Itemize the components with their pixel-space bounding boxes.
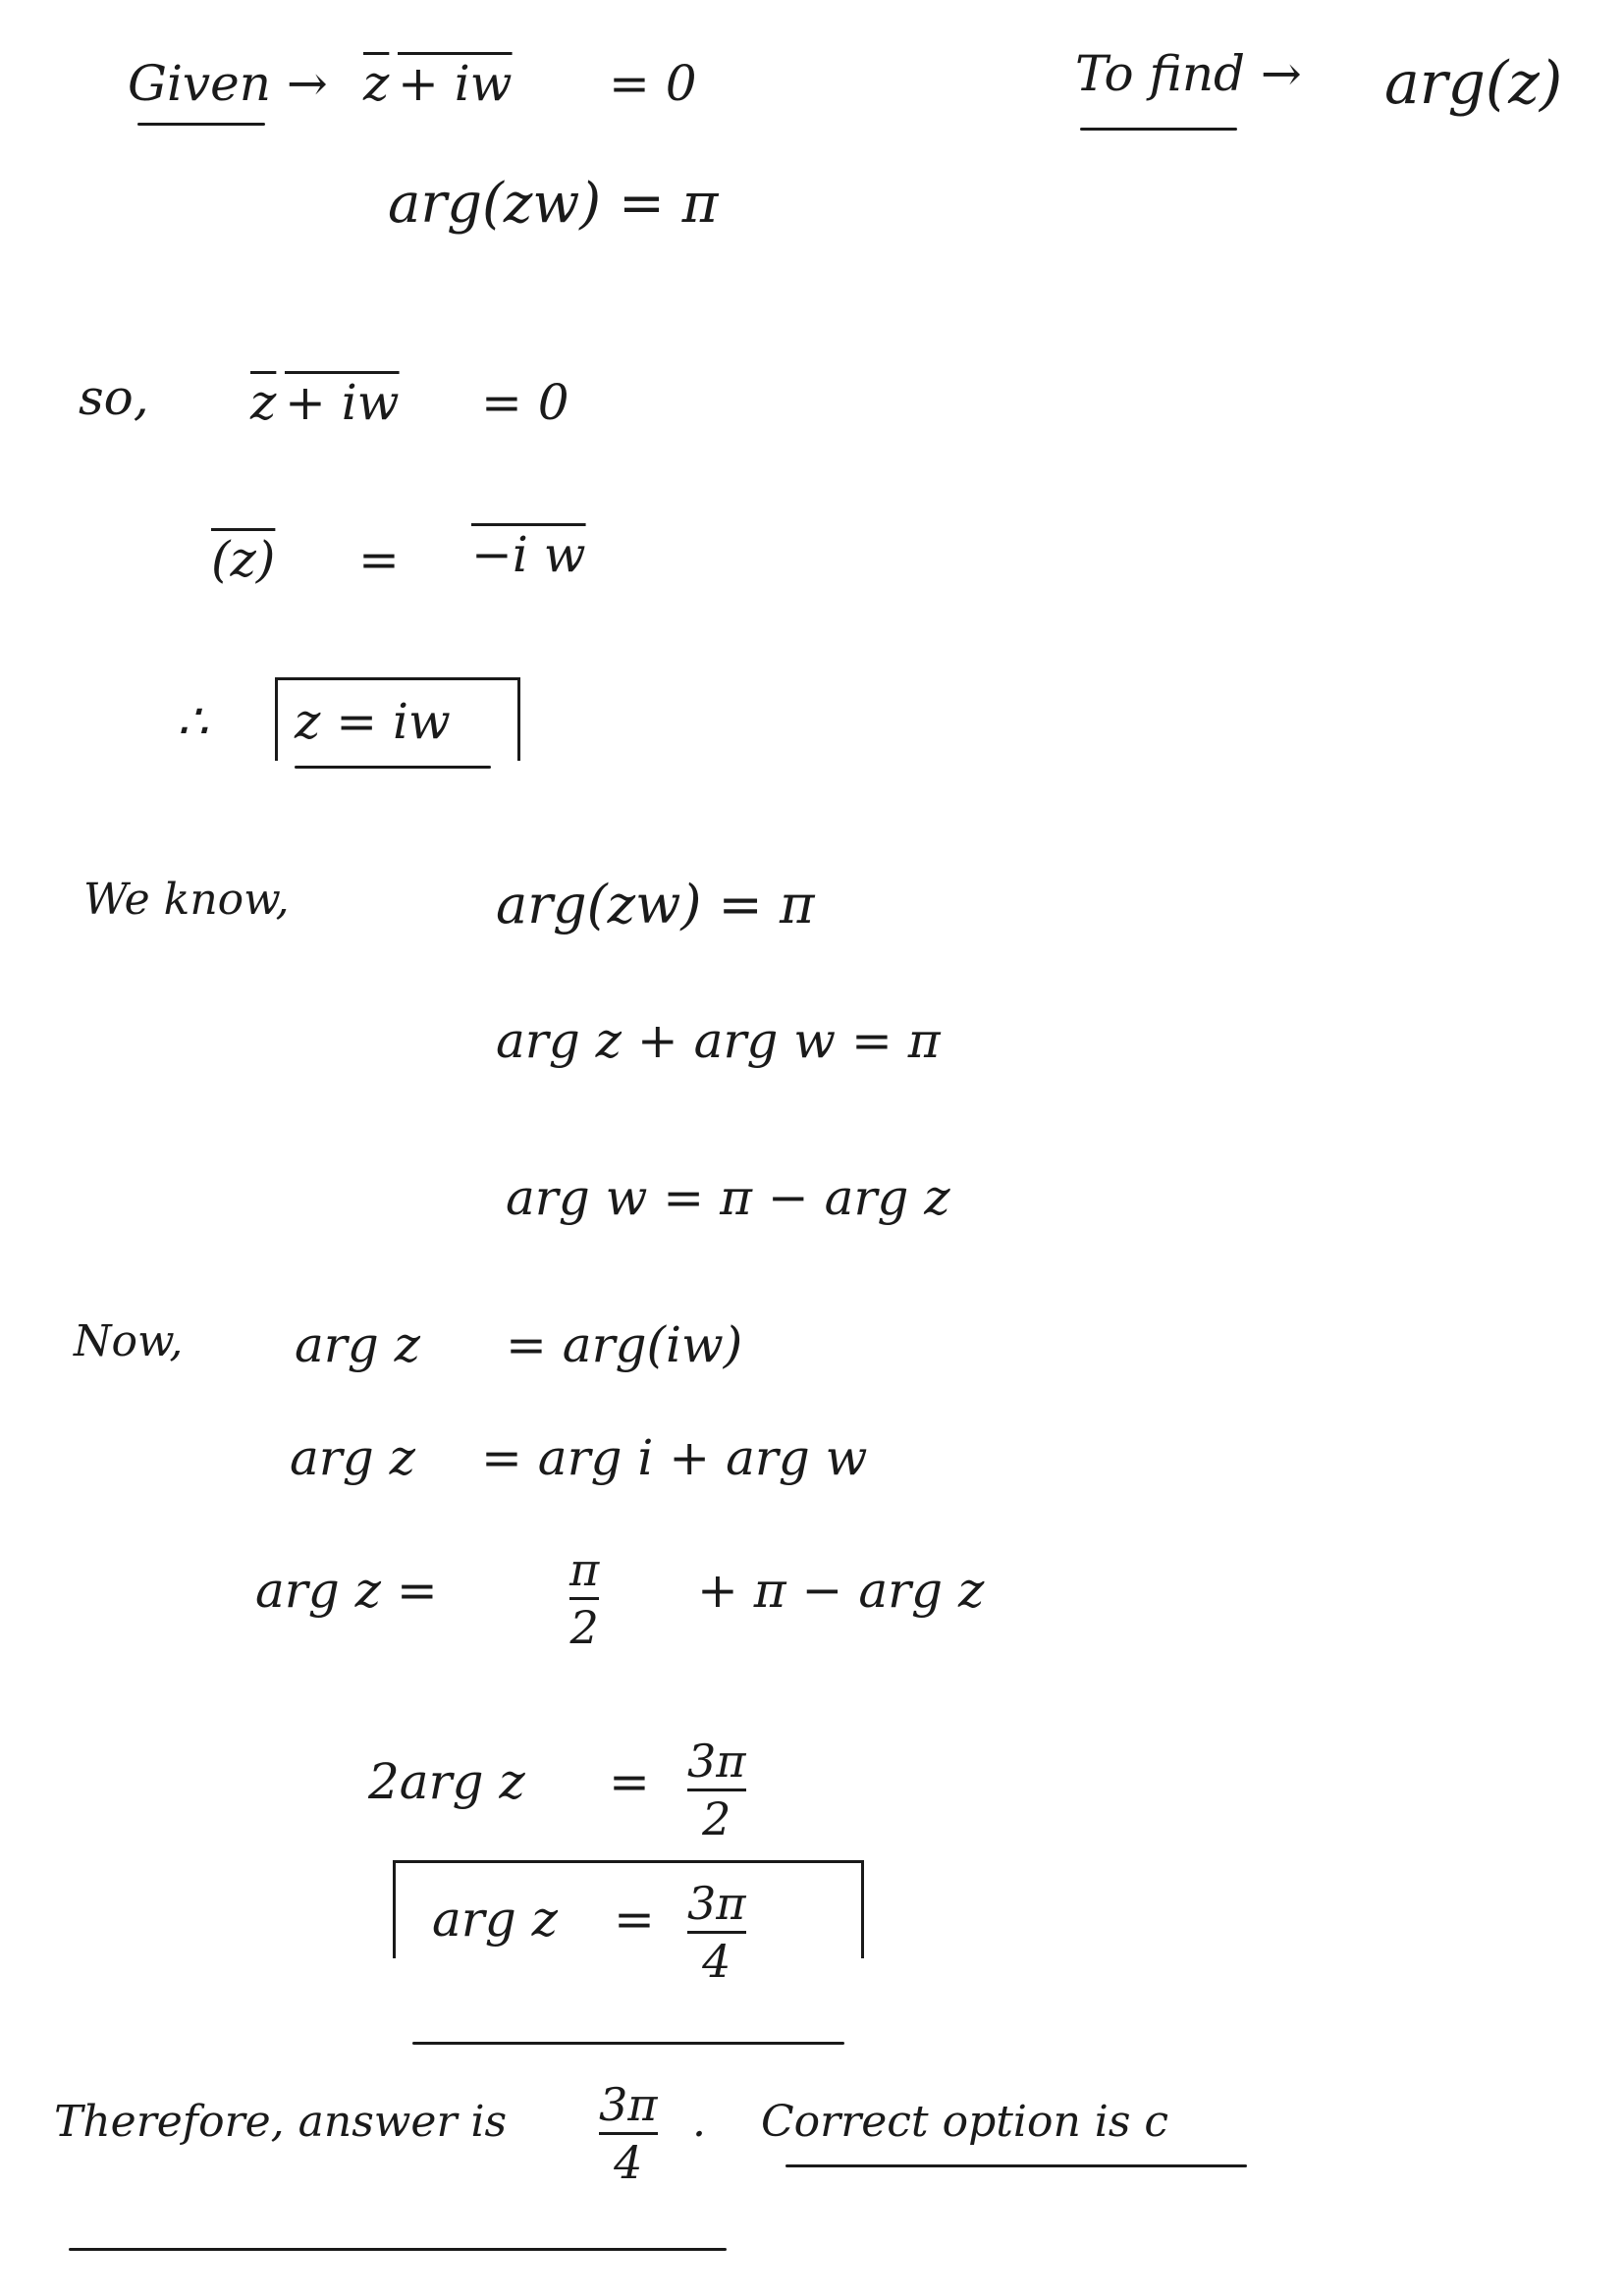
result-eq2-lhs: arg z xyxy=(432,1891,558,1948)
know-eq3: arg w = π − arg z xyxy=(506,1169,950,1226)
box-left-edge xyxy=(275,677,278,761)
conclusion-text: Therefore, answer is xyxy=(54,2097,508,2147)
so-eq2-eq: = xyxy=(358,531,400,588)
conclusion-underline xyxy=(69,2248,727,2251)
given-eq1-rest: + iw xyxy=(398,55,513,112)
box-right-edge xyxy=(517,677,520,761)
fraction-bar xyxy=(599,2132,658,2135)
fraction-bar xyxy=(687,1931,746,1934)
boxed-result-z-equals-iw: z = iw xyxy=(295,693,451,750)
tofind-expr: arg(z) xyxy=(1384,49,1563,118)
correct-option-underline xyxy=(785,2164,1247,2167)
result-eq1-lhs: 2arg z xyxy=(368,1753,525,1810)
now-eq2-lhs: arg z xyxy=(290,1429,415,1486)
final-box-underline xyxy=(412,2042,844,2045)
tofind-label: To find → xyxy=(1075,45,1302,102)
so-eq2-lhs: (z) xyxy=(211,531,276,588)
conclusion-den: 4 xyxy=(614,2136,643,2190)
now-label: Now, xyxy=(74,1316,184,1366)
now-eq3-fraction xyxy=(569,1543,600,1655)
result-eq1-eq: = xyxy=(609,1753,650,1810)
correct-option-text: Correct option is c xyxy=(761,2097,1169,2147)
so-eq1-rhs: = 0 xyxy=(481,374,569,431)
given-eq1-rhs: = 0 xyxy=(609,55,697,112)
tofind-underline xyxy=(1080,128,1237,131)
result-eq1-num: 3π xyxy=(687,1735,746,1788)
we-know-label: We know, xyxy=(83,875,290,925)
final-box-left xyxy=(393,1860,396,1958)
result-eq1-fraction xyxy=(687,1735,746,1846)
therefore-symbol: ∴ xyxy=(177,693,208,750)
result-eq2-fraction xyxy=(687,1877,746,1989)
now-eq2-rhs: = arg i + arg w xyxy=(481,1429,868,1486)
given-underline xyxy=(137,123,265,126)
conclusion-period: . xyxy=(692,2097,706,2147)
result-eq2-den: 4 xyxy=(702,1935,731,1989)
so-label: so, xyxy=(79,369,149,426)
now-eq3-lhs: arg z = xyxy=(255,1562,438,1619)
given-eq2: arg(zw) = π xyxy=(388,172,719,236)
conclusion-fraction xyxy=(599,2078,658,2190)
result-eq1-den: 2 xyxy=(702,1792,731,1846)
box-top-edge xyxy=(275,677,520,680)
now-eq3-frac-num: π xyxy=(569,1543,600,1596)
so-eq2-rhs: −i w xyxy=(471,526,586,583)
final-box-top xyxy=(393,1860,864,1863)
now-eq1-rhs: = arg(iw) xyxy=(506,1316,743,1373)
boxed-underline xyxy=(295,766,491,769)
know-eq2: arg z + arg w = π xyxy=(496,1012,941,1069)
fraction-bar xyxy=(687,1789,746,1791)
result-eq2-num: 3π xyxy=(687,1877,746,1930)
so-eq1-z: $\overline{z}$ xyxy=(250,374,277,431)
conclusion-num: 3π xyxy=(599,2078,658,2131)
fraction-bar xyxy=(569,1597,599,1600)
final-box-right xyxy=(861,1860,864,1958)
given-label: Given → xyxy=(128,55,328,112)
know-eq1: arg(zw) = π xyxy=(496,874,815,935)
given-eq1-zbar: $\overline{z}$ xyxy=(363,55,390,112)
result-eq2-eq: = xyxy=(614,1891,655,1948)
now-eq3-rest: + π − arg z xyxy=(697,1562,985,1619)
so-eq1-rest: + iw xyxy=(285,374,400,431)
now-eq1-lhs: arg z xyxy=(295,1316,420,1373)
now-eq3-frac-den: 2 xyxy=(569,1601,599,1655)
